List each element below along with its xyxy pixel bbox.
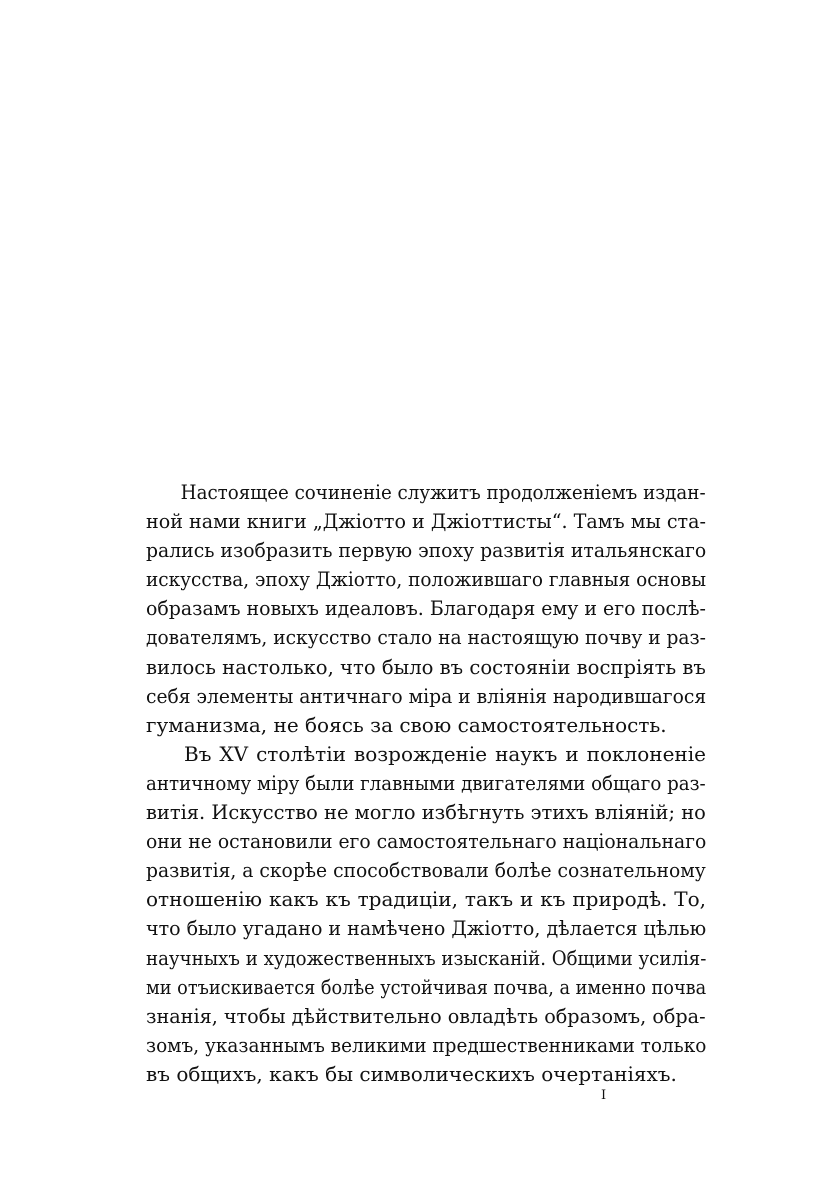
text-line: зомъ, указаннымъ великими предшественниками только bbox=[146, 1032, 707, 1057]
text-line: витія. Искусство не могло избѣгнуть этихъ вліяній; но bbox=[146, 800, 706, 825]
text-line: античному міру были главными двигателями общаго раз- bbox=[146, 770, 706, 795]
text-line: ми отъискивается болѣе устойчивая почва, а именно почва bbox=[146, 974, 707, 999]
text-line: научныхъ и художественныхъ изысканій. Общими усилія- bbox=[146, 945, 707, 970]
text-line: дователямъ, искусство стало на настоящую почву и раз- bbox=[146, 625, 706, 650]
page-number: I bbox=[601, 1088, 607, 1103]
text-line: вилось настолько, что было въ состояніи воспріять въ bbox=[146, 654, 706, 679]
paragraph-1 bbox=[146, 478, 706, 740]
text-line: ной нами книги „Джіотто и Джіоттисты“. Тамъ мы ста- bbox=[146, 509, 706, 534]
text-line: они не остановили его самостоятельнаго національнаго bbox=[146, 829, 707, 854]
text-line: что было угадано и намѣчено Джіотто, дѣлается цѣлью bbox=[146, 916, 707, 941]
text-line: себя элементы античнаго міра и вліянія народившагося bbox=[146, 683, 707, 708]
text-line: Въ XV столѣтіи возрожденіе наукъ и поклоненіе bbox=[184, 741, 706, 766]
body-text bbox=[146, 478, 706, 1089]
text-line: Настоящее сочиненіе служитъ продолженіемъ издан- bbox=[180, 480, 706, 504]
text-line: въ общихъ, какъ бы символическихъ очертаніяхъ. bbox=[146, 1061, 677, 1086]
text-line: знанія, чтобы дѣйствительно овладѣть образомъ, обра- bbox=[146, 1003, 706, 1028]
text-line: развитія, а скорѣе способствовали болѣе сознательному bbox=[146, 858, 706, 883]
text-line: отношенію какъ къ традиціи, такъ и къ природѣ. То, bbox=[146, 887, 706, 912]
text-line: искусства, эпоху Джіотто, положившаго главныя основы bbox=[146, 567, 707, 592]
text-line: гуманизма, не боясь за свою самостоятельность. bbox=[146, 712, 667, 737]
text-line: рались изобразить первую эпоху развитія итальянскаго bbox=[146, 538, 707, 563]
paragraph-2 bbox=[146, 740, 706, 1089]
text-line: образамъ новыхъ идеаловъ. Благодаря ему и его послѣ- bbox=[146, 596, 706, 621]
